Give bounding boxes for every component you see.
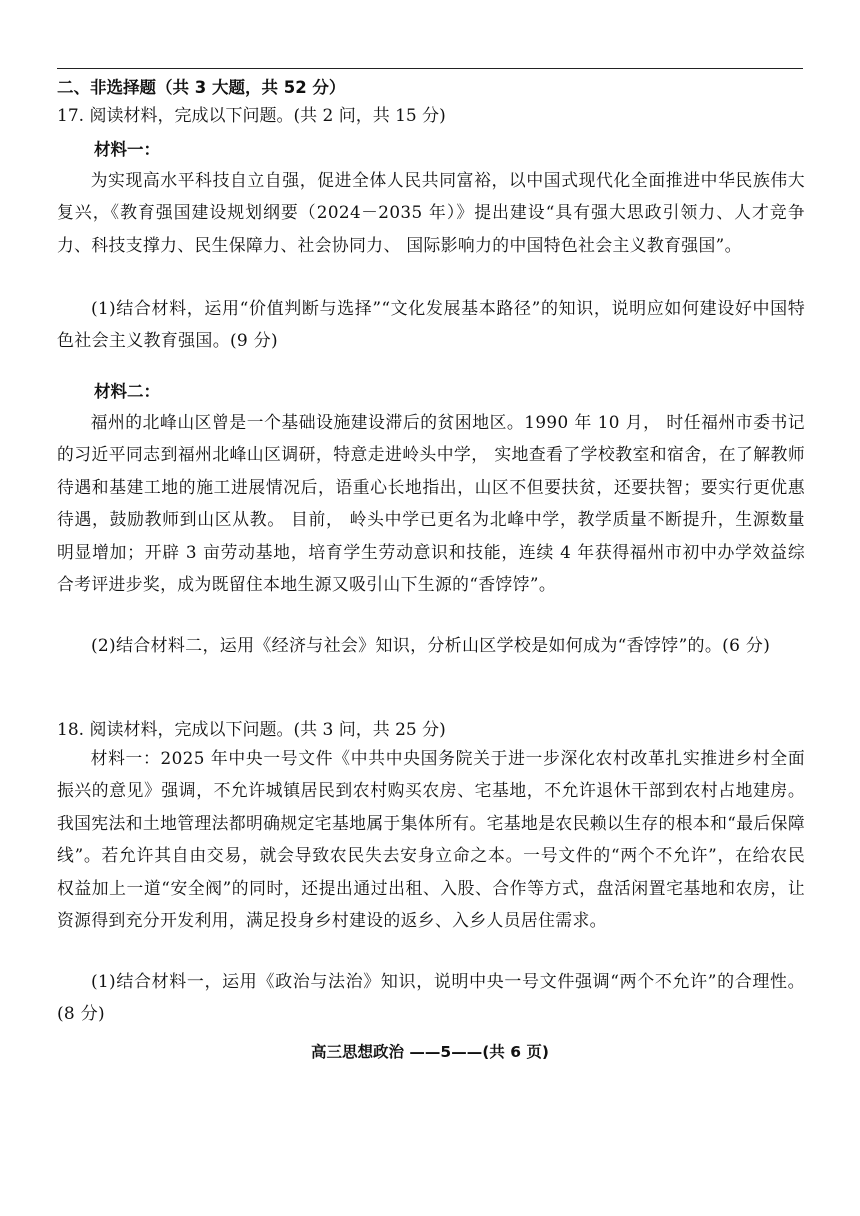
- top-rule: [57, 68, 803, 69]
- question-17-heading: 17. 阅读材料，完成以下问题。(共 2 问，共 15 分): [57, 106, 446, 126]
- q17-material1-label: 材料一：: [94, 140, 160, 159]
- q17-material2-text: 福州的北峰山区曾是一个基础设施建设滞后的贫困地区。1990 年 10 月， 时任福州市委书记的习近平同志到福州北峰山区调研，特意走进岭头中学， 实地查看了学校教室和宿舍，在了解教师待遇和基建工地的施工进展情况后，语重心长地指出，山区不但要扶贫，还要扶智；要实行更优惠待遇，鼓励教师到山区从教。 目前， 岭头中学已更名为北峰中学，教学质量不断提升，生源数量明显增加；开辟 3 亩劳动基地，培育学生劳动意识和技能，连续 4 年获得福州市初中办学效益综合考评进步奖，成为既留住本地生源又吸引山下生源的“香饽饽”。: [57, 412, 805, 595]
- question-18-heading: 18. 阅读材料，完成以下问题。(共 3 问，共 25 分): [57, 720, 446, 740]
- q17-subquestion-1: (1)结合材料，运用“价值判断与选择”“文化发展基本路径”的知识，说明应如何建设好中国特色社会主义教育强国。(9 分): [57, 299, 805, 352]
- q18-subquestion-1: (1)结合材料一，运用《政治与法治》知识，说明中央一号文件强调“两个不允许”的合理性。(8 分): [57, 972, 805, 1025]
- q17-subquestion-2: (2)结合材料二，运用《经济与社会》知识，分析山区学校是如何成为“香饽饽”的。(6 分): [91, 636, 771, 656]
- q18-material1-text: 材料一：2025 年中央一号文件《中共中央国务院关于进一步深化农村改革扎实推进乡村全面振兴的意见》强调，不允许城镇居民到农村购买农房、宅基地，不允许退休干部到农村占地建房。我国宪法和土地管理法都明确规定宅基地属于集体所有。宅基地是农民赖以生存的根本和“最后保障线”。若允许其自由交易，就会导致农民失去安身立命之本。一号文件的“两个不允许”，在给农民权益加上一道“安全阀”的同时，还提出通过出租、入股、合作等方式，盘活闲置宅基地和农房，让资源得到充分开发利用，满足投身乡村建设的返乡、入乡人员居住需求。: [57, 748, 805, 931]
- q17-material1-text: 为实现高水平科技自立自强，促进全体人民共同富裕，以中国式现代化全面推进中华民族伟大复兴，《教育强国建设规划纲要（2024－2035 年）》提出建设“具有强大思政引领力、人才竞争力、科技支撑力、民生保障力、社会协同力、 国际影响力的中国特色社会主义教育强国”。: [57, 170, 805, 255]
- section-title: 二、非选择题（共 3 大题，共 52 分）: [57, 78, 346, 97]
- q17-material2-label: 材料二：: [94, 382, 160, 401]
- page-footer: 高三思想政治 ——5——(共 6 页): [311, 1043, 549, 1061]
